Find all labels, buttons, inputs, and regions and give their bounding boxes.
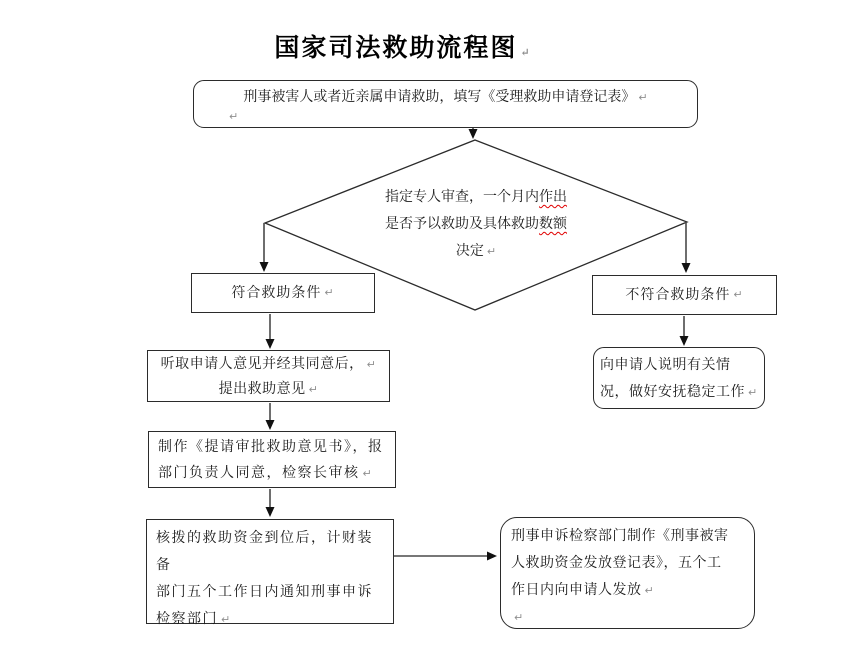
- disburse-node-empty-line: [511, 604, 744, 631]
- explain-node-line: [600, 379, 758, 406]
- paragraph-mark: ↵: [638, 91, 648, 104]
- arrow-eligible-to-listen: [266, 314, 275, 349]
- paragraph-mark: ↵: [324, 286, 335, 299]
- decision-node: [330, 184, 622, 265]
- disburse-node-line: [511, 577, 744, 604]
- disburse-node: [500, 517, 755, 629]
- listen-node-line: [148, 352, 389, 377]
- draft-node: [148, 431, 396, 488]
- page-title: [0, 28, 806, 64]
- explain-node-text: 向申请人说明有关情: [600, 357, 731, 373]
- draft-node-line: [158, 434, 386, 460]
- page-title-text: 国家司法救助流程图: [274, 33, 518, 62]
- funds-node-text: 核拨的救助资金到位后，计财装备: [156, 530, 373, 573]
- start-node-text: 刑事被害人或者近亲属申请救助，填写《受理救助申请登记表》: [243, 89, 636, 105]
- draft-node-text: 制作《提请审批救助意见书》，报: [158, 439, 384, 455]
- start-node: [193, 80, 698, 128]
- paragraph-mark: ↵: [520, 46, 532, 59]
- disburse-node-line: [511, 523, 744, 550]
- listen-node-text: 听取申请人意见并经其同意后，: [160, 356, 364, 372]
- decision-line-text: 是否予以救助及具体救助: [385, 216, 539, 232]
- disburse-node-text: 刑事申诉检察部门制作《刑事被害: [511, 528, 729, 544]
- paragraph-mark: ↵: [308, 383, 319, 396]
- decision-line-text: 指定专人审查，一个月内: [385, 189, 539, 205]
- not-eligible-node: [592, 275, 777, 315]
- decision-line-text: 决定: [455, 243, 484, 259]
- funds-node-text: 检察部门: [156, 611, 218, 627]
- decision-misspelled-text: 数额: [539, 216, 567, 232]
- draft-node-line: [158, 460, 386, 487]
- funds-node: [146, 519, 394, 627]
- disburse-node-text: 作日内向申请人发放: [511, 582, 642, 598]
- arrow-draft-to-funds: [266, 489, 275, 517]
- listen-node: [147, 350, 390, 402]
- funds-node-line: [156, 525, 384, 579]
- disburse-node-line: [511, 550, 744, 577]
- explain-node-line: [600, 352, 758, 379]
- paragraph-mark: ↵: [733, 288, 744, 301]
- explain-node-text: 况，做好安抚稳定工作: [600, 384, 745, 400]
- listen-node-text: 提出救助意见: [218, 381, 306, 397]
- start-node-empty-line: [194, 109, 697, 124]
- arrow-not-eligible-to-explain: [680, 316, 689, 346]
- paragraph-mark: ↵: [362, 467, 374, 480]
- listen-node-line: [148, 377, 389, 402]
- eligible-node: [191, 273, 375, 313]
- draft-node-text: 部门负责人同意，检察长审核: [158, 465, 360, 481]
- paragraph-mark: ↵: [486, 245, 497, 258]
- eligible-node-text: 符合救助条件: [231, 285, 322, 301]
- explain-node: [593, 347, 765, 409]
- decision-line: [330, 184, 622, 211]
- funds-node-line: [156, 579, 384, 606]
- funds-node-text: 部门五个工作日内通知刑事申诉: [156, 584, 373, 600]
- paragraph-mark: ↵: [514, 611, 524, 624]
- decision-line: [330, 211, 622, 238]
- paragraph-mark: ↵: [644, 584, 655, 597]
- arrow-decision-to-eligible: [260, 223, 269, 272]
- paragraph-mark: ↵: [221, 613, 232, 626]
- paragraph-mark: ↵: [366, 358, 377, 371]
- not-eligible-node-text: 不符合救助条件: [625, 287, 731, 303]
- paragraph-mark: ↵: [748, 386, 758, 399]
- arrow-listen-to-draft: [266, 403, 275, 430]
- funds-node-line: [156, 606, 384, 633]
- decision-line: [330, 238, 622, 265]
- disburse-node-text: 人救助资金发放登记表》，五个工: [511, 555, 722, 571]
- arrow-funds-to-disburse: [394, 552, 497, 561]
- paragraph-mark: ↵: [229, 110, 239, 123]
- arrow-decision-to-not-eligible: [682, 222, 691, 273]
- arrow-start-to-decision: [469, 128, 478, 139]
- decision-misspelled-text: 作出: [539, 189, 567, 205]
